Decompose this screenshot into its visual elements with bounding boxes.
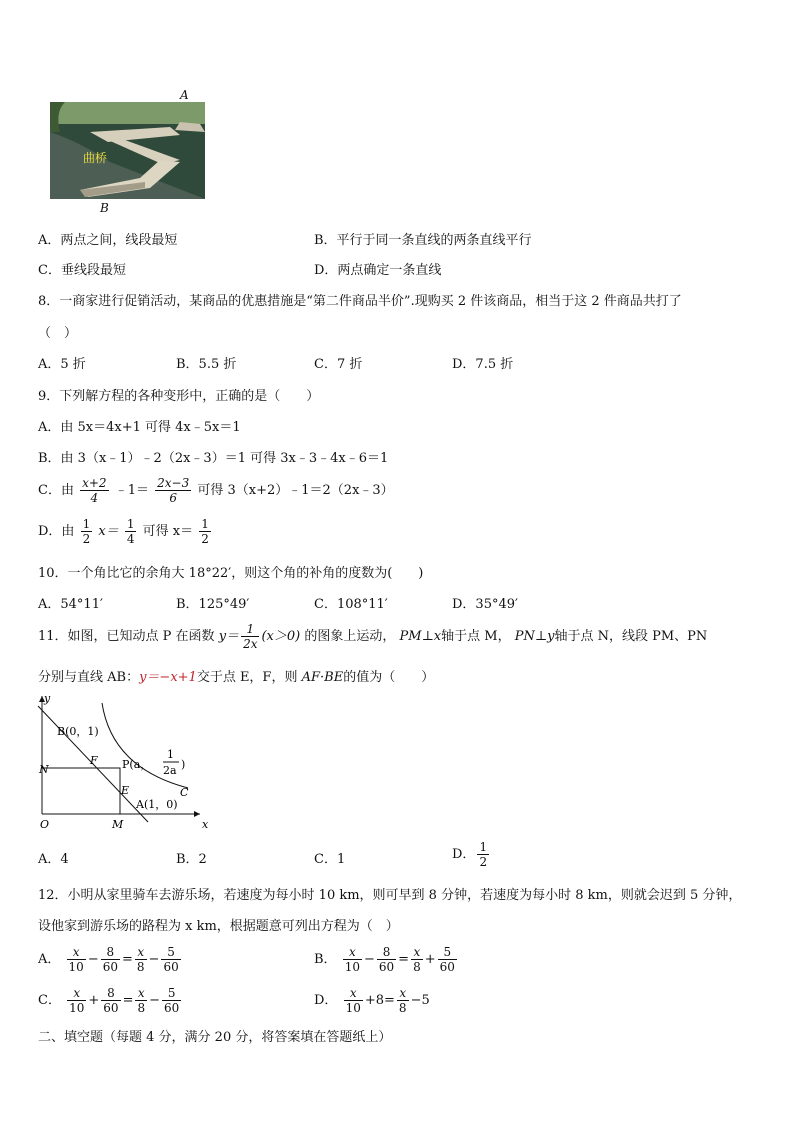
- q11-option-d: D． $\frac{1}{2}$: [452, 840, 488, 869]
- q12-stem-line2: 设他家到游乐场的路程为 x km，根据题意可列出方程为（ ）: [38, 919, 399, 934]
- fraction: $\frac{8}{60}$: [378, 945, 395, 974]
- point-f-label: F: [90, 754, 98, 767]
- q12-option-c: C． $\frac{x}{10}$ + $\frac{8}{60}$ = $\frac{x}{8}$ − $\frac{5}{60}$: [38, 986, 180, 1015]
- fraction: $\frac{x}{10}$: [68, 945, 84, 974]
- fraction: $\frac{x+2}{4}$: [82, 476, 107, 505]
- bridge-photo: [50, 102, 205, 199]
- fraction: $\frac{1}{2}$: [479, 840, 488, 869]
- origin-label: O: [40, 818, 50, 831]
- curve-c-label: C: [180, 786, 189, 799]
- q9-stem: 9．下列解方程的各种变形中，正确的是（ ）: [38, 389, 320, 404]
- fraction: $\frac{x}{8}$: [136, 945, 145, 974]
- fraction: $\frac{5}{60}$: [439, 945, 455, 974]
- fraction: $\frac{8}{60}$: [102, 945, 118, 974]
- q11-option-a: A．4: [38, 852, 69, 867]
- q8-paren: （ ）: [38, 326, 78, 341]
- q9-option-b: B．由 3（x﹣1）﹣2（2x﹣3）＝1 可得 3x﹣3﹣4x﹣6＝1: [38, 451, 389, 466]
- q12-option-b: B． $\frac{x}{10}$ − $\frac{8}{60}$ = $\frac{x}{8}$ + $\frac{5}{60}$: [314, 945, 455, 974]
- x-axis-label: x: [202, 818, 209, 831]
- q7-option-b: B．平行于同一条直线的两条直线平行: [314, 233, 532, 248]
- q11-stem-line2: 分别与直线 AB：y＝−x+1交于点 E，F，则 AF·BE的值为（ ）: [38, 670, 435, 685]
- fraction: $\frac{x}{8}$: [413, 945, 421, 974]
- q8-option-a: A．5 折: [38, 357, 86, 372]
- point-n-label: N: [39, 763, 49, 776]
- fraction: $\frac{x}{8}$: [398, 986, 407, 1015]
- q7-option-a: A．两点之间，线段最短: [38, 233, 178, 248]
- q10-option-b: B．125°49′: [176, 597, 250, 612]
- q9-option-d: D．由 $\frac{1}{2}$ x＝ $\frac{1}{4}$ 可得 x＝ $\frac{1}{2}$: [38, 517, 209, 546]
- section-title: 二、填空题（每题 4 分，满分 20 分，将答案填在答题纸上）: [38, 1030, 392, 1045]
- fraction: $\frac{1}{2}$: [201, 517, 209, 546]
- fraction: $\frac{2x-3}{6}$: [157, 476, 190, 505]
- q10-stem: 10．一个角比它的余角大 18°22′，则这个角的补角的度数为( ): [38, 566, 424, 581]
- fraction: $\frac{1}{2x}$: [243, 622, 258, 651]
- x-axis-arrow: [194, 811, 200, 817]
- fraction: $\frac{x}{10}$: [344, 945, 360, 974]
- line-equation: y＝−x+1: [139, 670, 197, 685]
- point-a-label: A(1，0): [136, 798, 178, 811]
- q11-option-c: C．1: [314, 852, 346, 867]
- fraction: $\frac{5}{60}$: [163, 945, 179, 974]
- fraction: $\frac{5}{60}$: [164, 986, 180, 1015]
- point-p-frac-num: 1: [167, 748, 174, 761]
- q12-stem-line1: 12．小明从家里骑车去游乐场，若速度为每小时 10 km，则可早到 8 分钟，若速度为每小时 8 km，则就会迟到 5 分钟，: [38, 888, 742, 903]
- fraction: $\frac{8}{60}$: [103, 986, 119, 1015]
- rectangle-pmon: [42, 768, 120, 814]
- fraction: $\frac{x}{10}$: [69, 986, 85, 1015]
- q8-option-c: C．7 折: [314, 357, 363, 372]
- point-p-frac-den: 2a: [163, 764, 177, 777]
- q11-option-b: B．2: [176, 852, 207, 867]
- q8-option-d: D．7.5 折: [452, 357, 514, 372]
- fraction: $\frac{x}{8}$: [137, 986, 146, 1015]
- q8-stem: 8．一商家进行促销活动，某商品的优惠措施是“第二件商品半价”.现购买 2 件该商品，相当于这 2 件商品共打了: [38, 294, 682, 309]
- bridge-text: 曲桥: [83, 151, 108, 165]
- fraction: $\frac{x}{10}$: [345, 986, 361, 1015]
- point-m-label: M: [112, 818, 124, 831]
- q9-option-c: C．由 $\frac{x+2}{4}$ ﹣1＝ $\frac{2x-3}{6}$ 可得 3（x+2）﹣1＝2（2x﹣3）: [38, 476, 394, 505]
- q10-option-a: A．54°11′: [38, 597, 103, 612]
- y-axis-label: y: [44, 692, 51, 705]
- q9-option-a: A．由 5x＝4x+1 可得 4x﹣5x＝1: [38, 420, 241, 435]
- q7-option-c: C．垂线段最短: [38, 263, 126, 278]
- q10-option-c: C．108°11′: [314, 597, 388, 612]
- q7-option-d: D．两点确定一条直线: [314, 263, 442, 278]
- q10-option-d: D．35°49′: [452, 597, 518, 612]
- fraction: $\frac{1}{4}$: [126, 517, 135, 546]
- point-p-close: ): [181, 758, 186, 771]
- point-b-label: B(0，1): [57, 725, 99, 738]
- q12-option-a: A． $\frac{x}{10}$ − $\frac{8}{60}$ = $\frac{x}{8}$ − $\frac{5}{60}$: [38, 945, 179, 974]
- figure-label-a: A: [180, 88, 189, 102]
- fraction: $\frac{1}{2}$: [82, 517, 91, 546]
- q11-stem-line1: 11．如图，已知动点 P 在函数 y＝ $\frac{1}{2x}$ (x＞0) 的图象上运动， PM⊥x轴于点 M， PN⊥y轴于点 N，线段 PM、PN: [38, 622, 708, 651]
- q11-graph: [30, 688, 220, 833]
- q8-option-b: B．5.5 折: [176, 357, 237, 372]
- point-p-label: P(a，: [122, 758, 152, 771]
- q12-option-d: D． $\frac{x}{10}$ +8= $\frac{x}{8}$ −5: [314, 986, 430, 1015]
- point-e-label: E: [121, 784, 130, 797]
- figure-label-b: B: [100, 201, 109, 215]
